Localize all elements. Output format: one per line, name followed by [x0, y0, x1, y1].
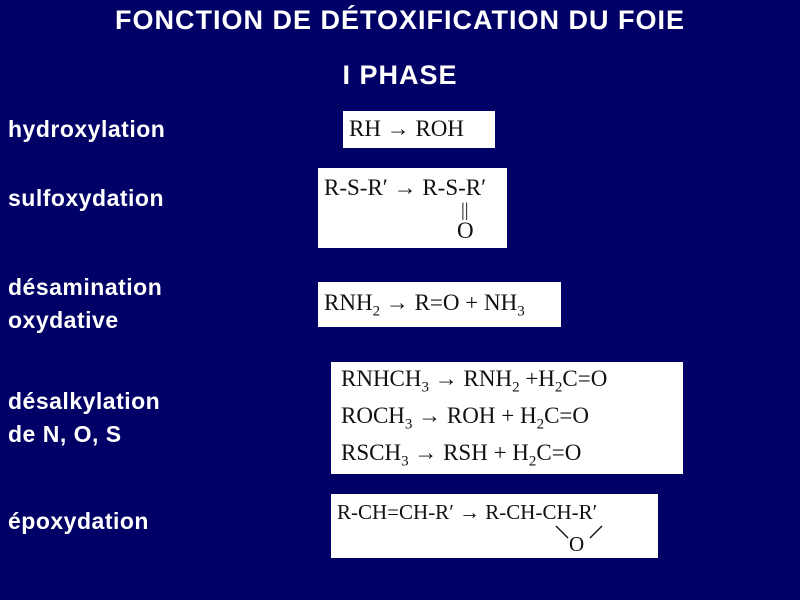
equation-box-desalkylation: [331, 362, 683, 474]
subscript: 2: [554, 379, 563, 396]
label-line: sulfoxydation: [8, 185, 165, 211]
equation-line: RH → ROH: [349, 116, 465, 141]
equation-line: R-S-R′ → R-S-R′: [324, 175, 487, 200]
label-line: oxydative: [8, 307, 119, 333]
label-sulfoxydation: [8, 182, 164, 215]
equation-box-epoxydation: [331, 494, 658, 558]
equation-line: $RNHCH_3 \to RNH_2 +H_2C=O$: [341, 366, 608, 396]
label-line: époxydation: [8, 508, 149, 534]
slide-subtitle: I PHASE: [342, 60, 458, 90]
subscript: 3: [421, 379, 430, 396]
equation-box-sulfoxydation: [318, 168, 507, 248]
label-line: désalkylation: [8, 388, 161, 414]
oxygen-label: O: [569, 532, 585, 556]
equation-line: R-CH=CH-R′ → R-CH-CH-R′: [337, 500, 598, 524]
label-line: de N, O, S: [8, 421, 122, 447]
subscript: 2: [512, 379, 520, 396]
equation-line: $RNH_2 \to R=O + NH_3$: [324, 290, 525, 320]
equation-box-desamination: [318, 282, 561, 327]
label-line: désamination: [8, 274, 163, 300]
label-desamination: [8, 271, 162, 337]
label-hydroxylation: [8, 113, 165, 146]
subscript: 3: [517, 303, 525, 320]
label-line: hydroxylation: [8, 116, 166, 142]
slide-title: FONCTION DE DÉTOXIFICATION DU FOIE: [114, 5, 685, 35]
subscript: 3: [401, 453, 409, 470]
subscript: 2: [536, 416, 545, 433]
equation-box-hydroxylation: [343, 111, 495, 148]
subscript: 3: [404, 416, 413, 433]
double-bond-mark: ||: [461, 200, 469, 221]
label-desalkylation: [8, 385, 160, 451]
subscript: 2: [372, 303, 381, 320]
equation-line: $RSCH_3$ → RSH + $H_2C=O$: [341, 440, 582, 470]
subscript: 2: [528, 453, 537, 470]
label-epoxydation: [8, 505, 149, 538]
oxygen-label: O: [457, 218, 474, 243]
equation-line: $ROCH_3$ → ROH + $H_2C=O$: [341, 403, 589, 433]
